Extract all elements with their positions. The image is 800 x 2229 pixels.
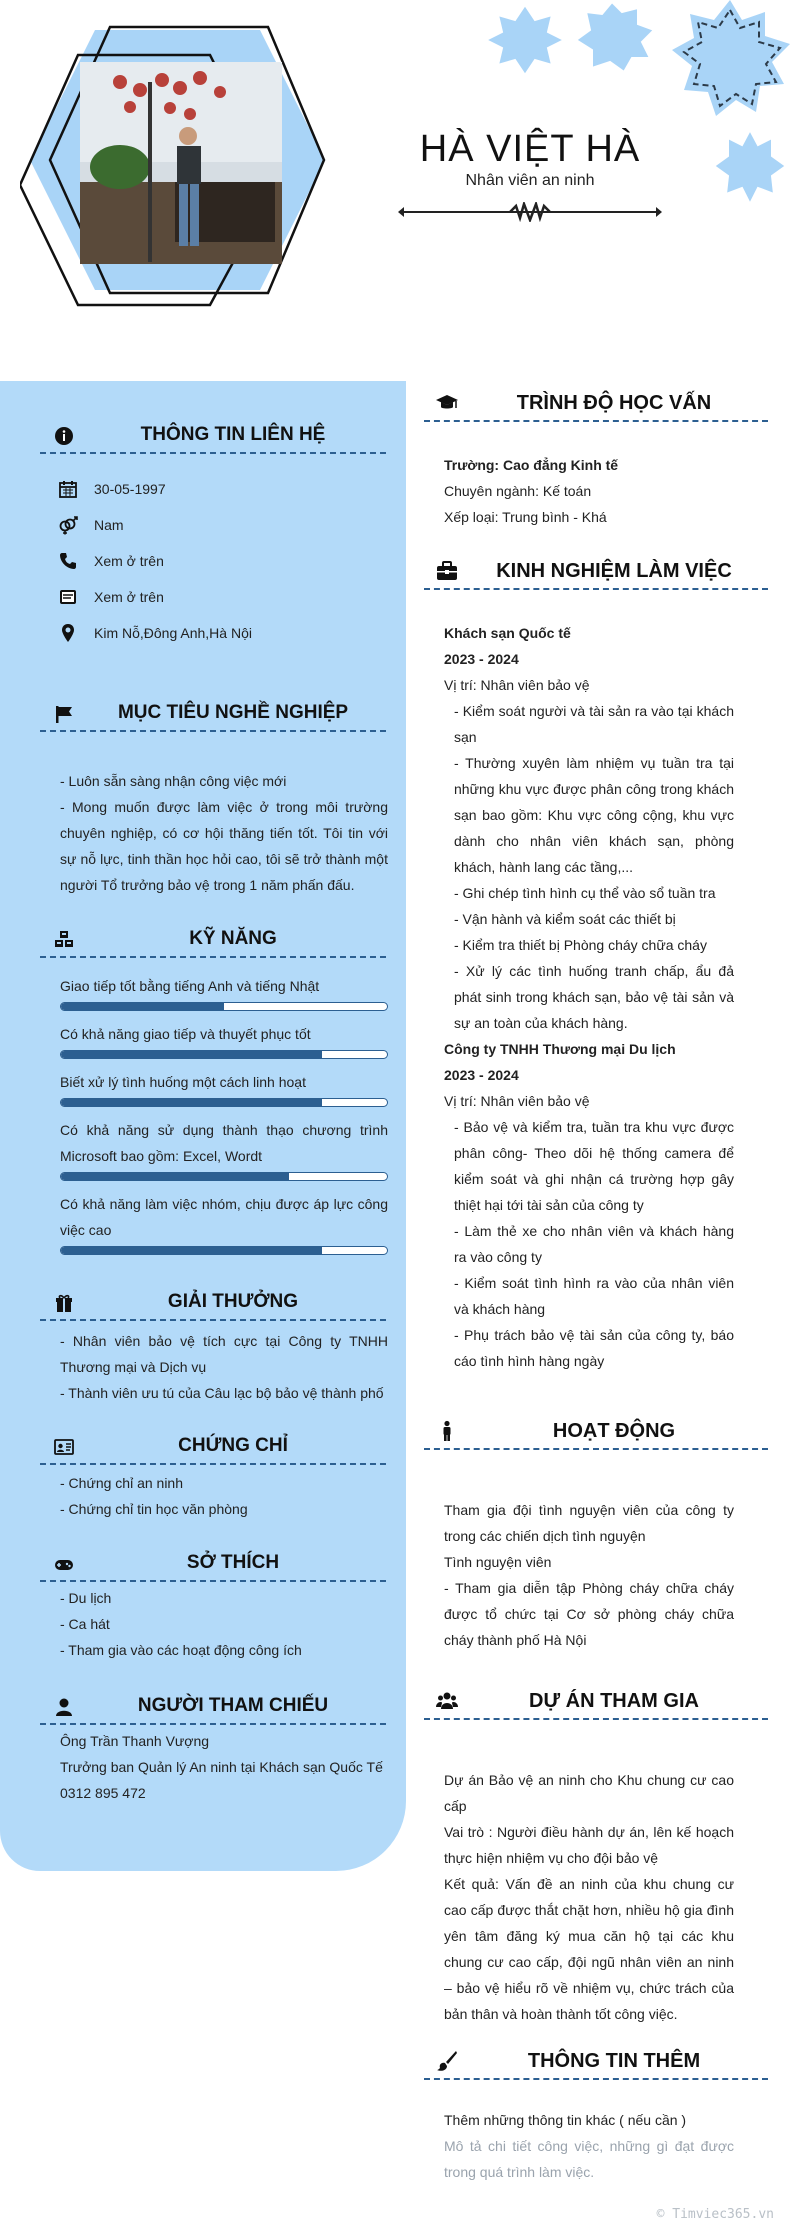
activities-header — [424, 1412, 768, 1450]
certificate-line: - Chứng chỉ an ninh — [60, 1475, 183, 1491]
skill-text: Giao tiếp tốt bằng tiếng Anh và tiếng Nhật — [60, 978, 320, 994]
additional-title: THÔNG TIN THÊM — [527, 2050, 701, 2072]
users-icon — [436, 1690, 458, 1712]
gift-icon — [54, 1293, 74, 1313]
hobby-line: - Tham gia vào các hoạt động công ích — [60, 1642, 302, 1658]
job-duty: - Kiểm tra thiết bị Phòng cháy chữa cháy — [454, 937, 707, 953]
contact-birthday-text: 30-05-1997 — [94, 481, 166, 497]
watermark: © Timviec365.vn — [656, 2207, 774, 2222]
education-text — [444, 452, 734, 530]
activity-line: Tình nguyện viên — [444, 1554, 552, 1570]
objective-line: - Mong muốn được làm việc ở trong môi trường chuyên nghiệp, có cơ hội thăng tiến tốt. Tôi tin với sự nỗ lực, tinh thần học hỏi cao, tôi sẽ trở thành một người Tổ trưởng bảo vệ trong 1 năm phấn đấu. — [60, 799, 388, 893]
skill-bar-fill — [61, 1003, 224, 1010]
project-line: Kết quả: Vấn đề an ninh của khu chung cư cao cấp được thắt chặt hơn, nhiều hộ gia đình yên tâm đăng ký mua căn hộ tại các khu chung cư cao cấp, đội ngũ nhân viên an ninh – bảo vệ hiểu rõ về nhiệm vụ, chức trách của bản thân và hoàn thành tốt công việc. — [444, 1876, 734, 2022]
job-duty: - Thường xuyên làm nhiệm vụ tuần tra tại những khu vực được phân công trong khách sạn bao gồm: Khu vực công cộng, khu vực dành cho nhân viên khách sạn, phòng khách, hành lang các tầng,... — [454, 755, 734, 875]
briefcase-icon — [436, 560, 458, 582]
contact-gender-text: Nam — [94, 517, 124, 533]
contact-title: THÔNG TIN LIÊN HỆ — [140, 424, 326, 445]
skill-text: Có khả năng giao tiếp và thuyết phục tốt — [60, 1026, 311, 1042]
certificates-header — [40, 1429, 386, 1465]
skill-bar — [60, 1172, 388, 1181]
certificates-text — [60, 1470, 388, 1522]
skill-item — [60, 1117, 388, 1181]
job-duty: - Kiểm soát người và tài sản ra vào tại khách sạn — [454, 703, 734, 745]
objective-title: MỤC TIÊU NGHỀ NGHIỆP — [117, 702, 349, 723]
job-company: Khách sạn Quốc tế — [444, 625, 571, 641]
phone-icon — [58, 551, 78, 571]
skill-item — [60, 1191, 388, 1255]
activities-text — [444, 1497, 734, 1653]
calendar-icon — [58, 479, 78, 499]
additional-line: Thêm những thông tin khác ( nếu cần ) — [444, 2112, 687, 2128]
job-title: Nhân viên an ninh — [465, 172, 595, 189]
flag-icon — [54, 704, 74, 724]
hobbies-text — [60, 1585, 388, 1663]
skill-text: Có khả năng làm việc nhóm, chịu được áp lực công việc cao — [60, 1196, 388, 1238]
award-line: - Nhân viên bảo vệ tích cực tại Công ty TNHH Thương mại và Dịch vụ — [60, 1333, 388, 1375]
hobbies-title: SỞ THÍCH — [186, 1552, 280, 1573]
project-line: Dự án Bảo vệ an ninh cho Khu chung cư cao cấp — [444, 1772, 734, 1814]
job-period: 2023 - 2024 — [444, 1067, 519, 1083]
skill-bar-fill — [61, 1173, 289, 1180]
hobby-line: - Ca hát — [60, 1616, 110, 1632]
education-major: Chuyên ngành: Kế toán — [444, 483, 592, 499]
skill-bar-fill — [61, 1051, 322, 1058]
id-card-icon — [54, 1437, 74, 1457]
education-school: Trường: Cao đẳng Kinh tế — [444, 457, 619, 473]
award-line: - Thành viên ưu tú của Câu lạc bộ bảo vệ thành phố — [60, 1385, 384, 1401]
job-duty: - Bảo vệ và kiểm tra, tuần tra khu vực được phân công- Theo dõi hệ thống camera để kiểm soát và ghi nhận cá trường hợp gây thiệt hại tới tài sản của công ty — [454, 1119, 734, 1213]
skills-header — [40, 922, 386, 958]
email-icon — [58, 587, 78, 607]
hobby-line: - Du lịch — [60, 1590, 112, 1606]
skills-title: KỸ NĂNG — [189, 928, 277, 949]
objective-header — [40, 696, 386, 732]
job-company: Công ty TNHH Thương mại Du lịch — [444, 1041, 676, 1057]
profile-photo — [80, 62, 282, 264]
additional-header — [424, 2042, 768, 2080]
awards-title: GIẢI THƯỞNG — [167, 1291, 299, 1312]
contact-email-text: Xem ở trên — [94, 589, 164, 605]
skill-bar-fill — [61, 1099, 322, 1106]
skill-bar-fill — [61, 1247, 322, 1254]
skill-bar — [60, 1050, 388, 1059]
activities-title: HOẠT ĐỘNG — [552, 1420, 676, 1442]
person-icon — [436, 1420, 458, 1442]
skill-text: Có khả năng sử dụng thành thạo chương trình Microsoft bao gồm: Excel, Wordt — [60, 1122, 388, 1164]
skill-bar — [60, 1002, 388, 1011]
reference-line: 0312 895 472 — [60, 1785, 146, 1801]
job-duty: - Kiểm soát tình hình ra vào của nhân viên và khách hàng — [454, 1275, 734, 1317]
objective-text — [60, 768, 388, 898]
contact-address-text: Kim Nỗ,Đông Anh,Hà Nội — [94, 625, 252, 641]
graduation-cap-icon — [436, 392, 458, 414]
awards-text — [60, 1328, 388, 1406]
job-position: Vị trí: Nhân viên bảo vệ — [444, 1093, 590, 1109]
education-title: TRÌNH ĐỘ HỌC VẤN — [516, 392, 712, 414]
job-duty: - Xử lý các tình huống tranh chấp, ẩu đả phát sinh trong khách sạn, bảo vệ tài sản và sự an toàn của khách hàng. — [454, 963, 734, 1031]
references-title: NGƯỜI THAM CHIẾU — [137, 1695, 329, 1716]
experience-text — [444, 620, 734, 1374]
references-header — [40, 1689, 386, 1725]
candidate-name: HÀ VIỆT HÀ — [419, 128, 641, 170]
skill-bar — [60, 1246, 388, 1255]
job-duty: - Ghi chép tình hình cụ thể vào sổ tuần tra — [454, 885, 716, 901]
skill-bar — [60, 1098, 388, 1107]
references-text — [60, 1728, 388, 1806]
gender-icon — [58, 515, 78, 535]
education-header — [424, 384, 768, 422]
hobbies-header — [40, 1546, 386, 1582]
info-icon — [54, 426, 74, 446]
activity-line: Tham gia đội tình nguyện viên của công ty trong các chiến dịch tình nguyện — [444, 1502, 734, 1544]
job-duty: - Vận hành và kiểm soát các thiết bị — [454, 911, 676, 927]
additional-placeholder: Mô tả chi tiết công việc, những gì đạt được trong quá trình làm việc. — [444, 2138, 734, 2180]
certificates-title: CHỨNG CHỈ — [178, 1435, 288, 1456]
contact-header — [40, 418, 386, 454]
projects-header — [424, 1682, 768, 1720]
awards-header — [40, 1285, 386, 1321]
job-position: Vị trí: Nhân viên bảo vệ — [444, 677, 590, 693]
skill-item — [60, 1069, 388, 1107]
flower-decoration — [480, 0, 800, 230]
experience-title: KINH NGHIỆM LÀM VIỆC — [496, 560, 732, 582]
map-pin-icon — [58, 623, 78, 643]
projects-title: DỰ ÁN THAM GIA — [529, 1690, 699, 1712]
project-line: Vai trò : Người điều hành dự án, lên kế hoạch thực hiện nhiệm vụ cho đội bảo vệ — [444, 1824, 734, 1866]
ornament-divider — [398, 202, 662, 222]
experience-header — [424, 552, 768, 590]
job-duty: - Phụ trách bảo vệ tài sản của công ty, báo cáo tình hình hàng ngày — [454, 1327, 734, 1369]
certificate-line: - Chứng chỉ tin học văn phòng — [60, 1501, 248, 1517]
additional-text — [444, 2107, 734, 2185]
job-duty: - Làm thẻ xe cho nhân viên và khách hàng ra vào công ty — [454, 1223, 734, 1265]
education-grade: Xếp loại: Trung bình - Khá — [444, 509, 607, 525]
skill-item — [60, 973, 388, 1011]
skill-item — [60, 1021, 388, 1059]
cubes-icon — [54, 930, 74, 950]
reference-line: Ông Trần Thanh Vượng — [60, 1733, 210, 1749]
skill-text: Biết xử lý tình huống một cách linh hoạt — [60, 1074, 306, 1090]
user-icon — [54, 1697, 74, 1717]
activity-line: - Tham gia diễn tập Phòng cháy chữa cháy được tổ chức tại Cơ sở phòng cháy chữa cháy thành phố Hà Nội — [444, 1580, 734, 1648]
brush-icon — [436, 2050, 458, 2072]
gamepad-icon — [54, 1554, 74, 1574]
objective-line: - Luôn sẵn sàng nhận công việc mới — [60, 773, 287, 789]
reference-line: Trưởng ban Quản lý An ninh tại Khách sạn Quốc Tế — [60, 1759, 383, 1775]
contact-phone-text: Xem ở trên — [94, 553, 164, 569]
job-period: 2023 - 2024 — [444, 651, 519, 667]
projects-text — [444, 1767, 734, 2027]
